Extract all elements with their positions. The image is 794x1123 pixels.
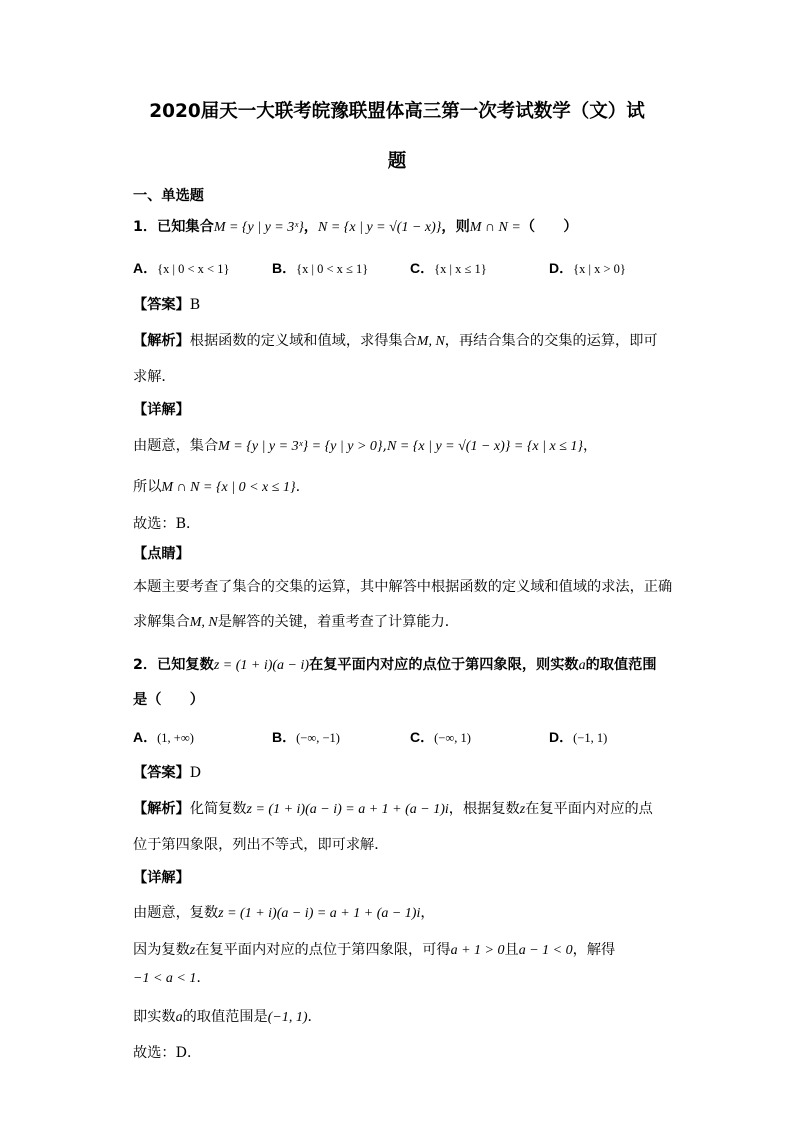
q1-paren: （ ）: [520, 219, 578, 235]
detail-text: .: [196, 970, 201, 986]
q1-expr: M ∩ N =: [469, 220, 521, 235]
detail-math: M = {y | y = 3ˣ} = {y | y > 0}: [218, 439, 383, 454]
q2-detail-tag: 【详解】: [133, 870, 190, 886]
q2-detail-line4: [133, 1007, 322, 1028]
detail-math: a + 1 > 0: [450, 943, 505, 958]
answer-value: B: [189, 297, 201, 313]
detail-text: ，解得: [572, 942, 616, 958]
q1-then: ，则: [441, 219, 470, 235]
q1-set-n: N = {x | y = √(1 − x)}: [318, 220, 442, 235]
answer-tag: 【答案】: [133, 765, 190, 781]
q1-stem: [133, 217, 578, 238]
q1-detail-tag: 【详解】: [133, 402, 190, 418]
section-heading: 一、单选题: [133, 188, 204, 204]
detail-math: z: [189, 943, 196, 958]
q1-detail-line1: [133, 436, 597, 457]
option-text: {x | x > 0}: [573, 262, 626, 276]
detail-math: a: [175, 1010, 183, 1025]
option-text: {x | 0 < x < 1}: [157, 262, 230, 276]
q2-option-c: [410, 727, 471, 748]
analysis-text: ，根据复数: [448, 801, 520, 817]
option-text: (−∞, 1): [434, 731, 471, 745]
option-label: A．: [133, 260, 158, 276]
option-text: (−∞, −1): [296, 731, 340, 745]
q2-detail-line2: [133, 940, 615, 961]
q1-set-m: M = {y | y = 3ˣ}: [213, 220, 304, 235]
detail-text: 且: [504, 942, 519, 958]
q1-analysis-line1: [133, 331, 658, 352]
detail-math: z = (1 + i)(a − i) = a + 1 + (a − 1)i: [218, 906, 421, 921]
detail-text: ，: [420, 905, 435, 921]
q1-option-a: [133, 258, 229, 279]
detail-math: a − 1 < 0: [518, 943, 573, 958]
q2-option-d: [549, 727, 607, 748]
detail-text: 由题意，复数: [133, 905, 219, 921]
detail-math: −1 < a < 1: [133, 971, 197, 986]
q1-option-d: [549, 258, 626, 279]
q2-text: 在复平面内对应的点位于第四象限，则实数: [309, 657, 579, 673]
option-label: A．: [133, 729, 158, 745]
comment-text: 求解集合: [133, 614, 190, 630]
option-label: C．: [410, 729, 435, 745]
q1-answer: [133, 295, 200, 315]
detail-text: 由题意，集合: [133, 438, 219, 454]
detail-text: 的取值范围是: [182, 1009, 268, 1025]
q2-option-b: [272, 727, 340, 748]
analysis-math: z: [519, 802, 526, 817]
q2-expr: z = (1 + i)(a − i): [213, 658, 310, 673]
q2-text: 的取值范围: [585, 657, 657, 673]
option-text: {x | 0 < x ≤ 1}: [296, 262, 369, 276]
q2-number: 2．已知复数: [133, 657, 214, 673]
option-text: (1, +∞): [157, 731, 194, 745]
q1-analysis-line2: 求解．: [133, 369, 176, 385]
detail-text: 在复平面内对应的点位于第四象限，可得: [195, 942, 451, 958]
q1-option-b: [272, 258, 368, 279]
analysis-text: ，再结合集合的交集的运算，即可: [444, 333, 658, 349]
doc-title-line2: 题: [387, 151, 407, 172]
option-label: D．: [549, 729, 574, 745]
doc-title-line1: 2020届天一大联考皖豫联盟体高三第一次考试数学（文）试: [149, 101, 645, 122]
detail-text: ,: [382, 438, 388, 454]
q2-detail-line1: [133, 903, 435, 924]
q1-number: 1．已知集合: [133, 219, 214, 235]
detail-text: ．: [307, 1009, 322, 1025]
option-label: B．: [272, 260, 297, 276]
q2-detail-line3: [133, 968, 201, 989]
analysis-text: 化简复数: [189, 801, 247, 817]
q1-comment-line1: 本题主要考查了集合的交集的运算，其中解答中根据函数的定义域和值域的求法，正确: [133, 579, 673, 595]
q1-detail-line2: [133, 477, 300, 498]
analysis-math: M, N: [416, 334, 445, 349]
q2-choose: 故选：D．: [133, 1045, 202, 1061]
q1-option-c: [410, 258, 487, 279]
detail-text: ，: [583, 438, 598, 454]
q2-analysis-line2: 位于第四象限，列出不等式，即可求解．: [133, 837, 389, 853]
option-label: B．: [272, 729, 297, 745]
q2-var: a: [578, 658, 586, 673]
detail-text: .: [295, 479, 301, 495]
analysis-tag: 【解析】: [133, 801, 190, 817]
q1-comment-tag: 【点睛】: [133, 546, 190, 562]
analysis-math: z = (1 + i)(a − i) = a + 1 + (a − 1)i: [246, 802, 449, 817]
detail-math: N = {x | y = √(1 − x)} = {x | x ≤ 1}: [387, 439, 583, 454]
q1-choose: 故选：B．: [133, 516, 201, 532]
detail-text: 所以: [133, 479, 162, 495]
q2-analysis-line1: [133, 799, 653, 820]
q2-option-a: [133, 727, 194, 748]
option-label: C．: [410, 260, 435, 276]
option-text: (−1, 1): [573, 731, 608, 745]
answer-tag: 【答案】: [133, 297, 190, 313]
option-text: {x | x ≤ 1}: [434, 262, 487, 276]
q1-sep: ，: [303, 219, 318, 235]
detail-math: (−1, 1): [267, 1010, 308, 1025]
analysis-tag: 【解析】: [133, 333, 190, 349]
detail-text: 即实数: [133, 1009, 176, 1025]
detail-text: 因为复数: [133, 942, 190, 958]
analysis-text: 在复平面内对应的点: [525, 801, 653, 817]
q2-answer: [133, 763, 201, 783]
analysis-text: 根据函数的定义域和值域，求得集合: [189, 333, 417, 349]
q2-stem-line2: 是（ ）: [133, 692, 204, 708]
detail-math: M ∩ N = {x | 0 < x ≤ 1}: [161, 480, 296, 495]
comment-math: M, N: [189, 615, 218, 630]
comment-text: 是解答的关键，着重考查了计算能力．: [217, 614, 459, 630]
option-label: D．: [549, 260, 574, 276]
q2-stem-line1: [133, 655, 657, 676]
q1-comment-line2: [133, 612, 459, 633]
answer-value: D: [189, 765, 202, 781]
